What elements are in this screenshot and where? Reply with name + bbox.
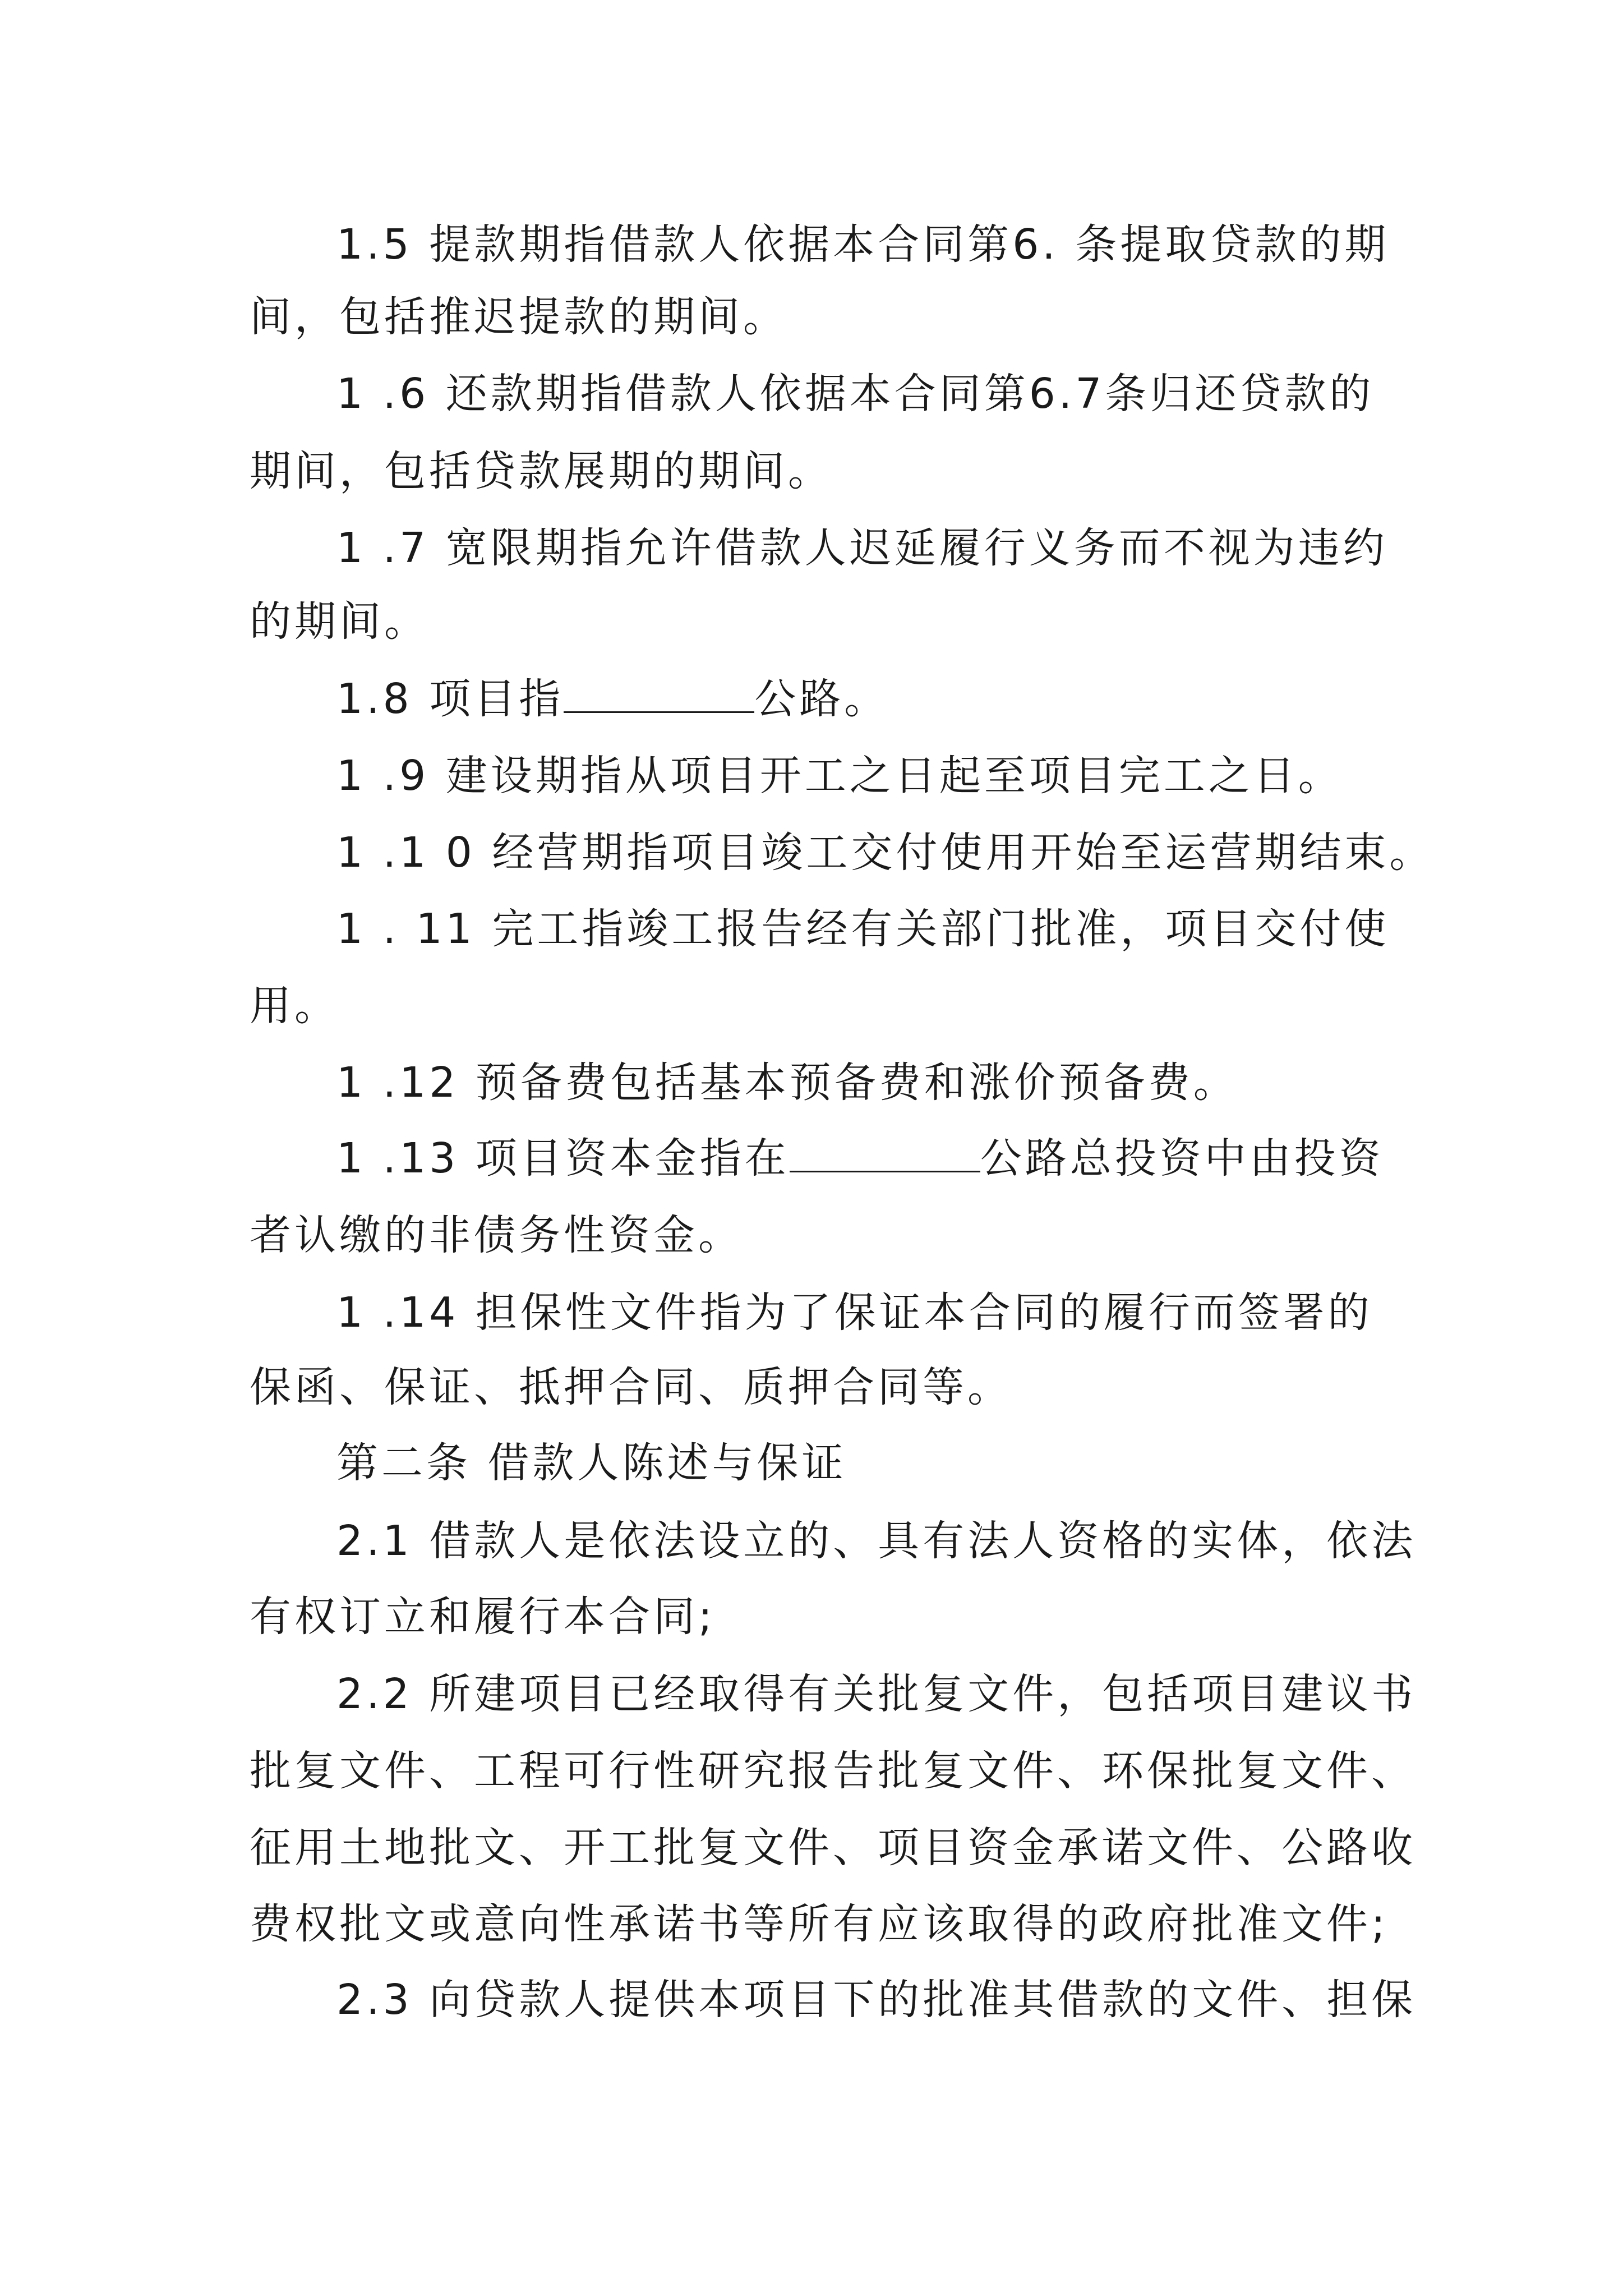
text-line: 1 . 11 完工指竣工报告经有关部门批准，项目交付使 <box>336 905 1390 953</box>
text-line: 者认缴的非债务性资金。 <box>250 1211 743 1259</box>
text-line: 1 .7 宽限期指允许借款人迟延履行义务而不视为违约 <box>336 524 1388 572</box>
text-line-with-blank <box>336 671 889 727</box>
text-line: 1 .9 建设期指从项目开工之日起至项目完工之日。 <box>336 752 1343 800</box>
text-segment: 1 .13 项目资本金指在 <box>336 1134 790 1182</box>
text-segment: 公路总投资中由投资 <box>980 1134 1384 1182</box>
text-line: 费权批文或意向性承诺书等所有应该取得的政府批准文件; <box>250 1900 1389 1948</box>
section-heading: 第二条 借款人陈述与保证 <box>336 1439 847 1487</box>
fill-in-blank <box>790 1131 980 1172</box>
text-line: 1 .12 预备费包括基本预备费和涨价预备费。 <box>336 1059 1238 1107</box>
text-line: 间，包括推迟提款的期间。 <box>250 293 788 341</box>
text-segment: 1.8 项目指 <box>336 675 564 723</box>
text-line: 2.2 所建项目已经取得有关批复文件，包括项目建议书 <box>336 1670 1417 1718</box>
text-line: 批复文件、工程可行性研究报告批复文件、环保批复文件、 <box>250 1747 1416 1795</box>
text-line: 保函、保证、抵押合同、质押合同等。 <box>250 1363 1012 1411</box>
text-segment: 公路。 <box>754 675 889 723</box>
text-line-with-blank <box>336 1130 1384 1186</box>
text-line: 期间，包括贷款展期的期间。 <box>250 447 833 495</box>
text-line: 2.1 借款人是依法设立的、具有法人资格的实体，依法 <box>336 1517 1417 1565</box>
text-line: 征用土地批文、开工批复文件、项目资金承诺文件、公路收 <box>250 1824 1416 1872</box>
text-line: 1 .1 0 经营期指项目竣工交付使用开始至运营期结束。 <box>336 829 1435 877</box>
text-line: 有权订立和履行本合同; <box>250 1593 716 1641</box>
fill-in-blank <box>564 672 754 713</box>
text-line: 1 .6 还款期指借款人依据本合同第6.7条归还贷款的 <box>336 370 1375 418</box>
text-line: 1 .14 担保性文件指为了保证本合同的履行而签署的 <box>336 1289 1373 1337</box>
text-line: 1.5 提款期指借款人依据本合同第6. 条提取贷款的期 <box>336 220 1390 269</box>
text-line: 2.3 向贷款人提供本项目下的批准其借款的文件、担保 <box>336 1976 1417 2024</box>
text-line: 的期间。 <box>250 597 429 646</box>
text-line: 用。 <box>250 982 339 1030</box>
